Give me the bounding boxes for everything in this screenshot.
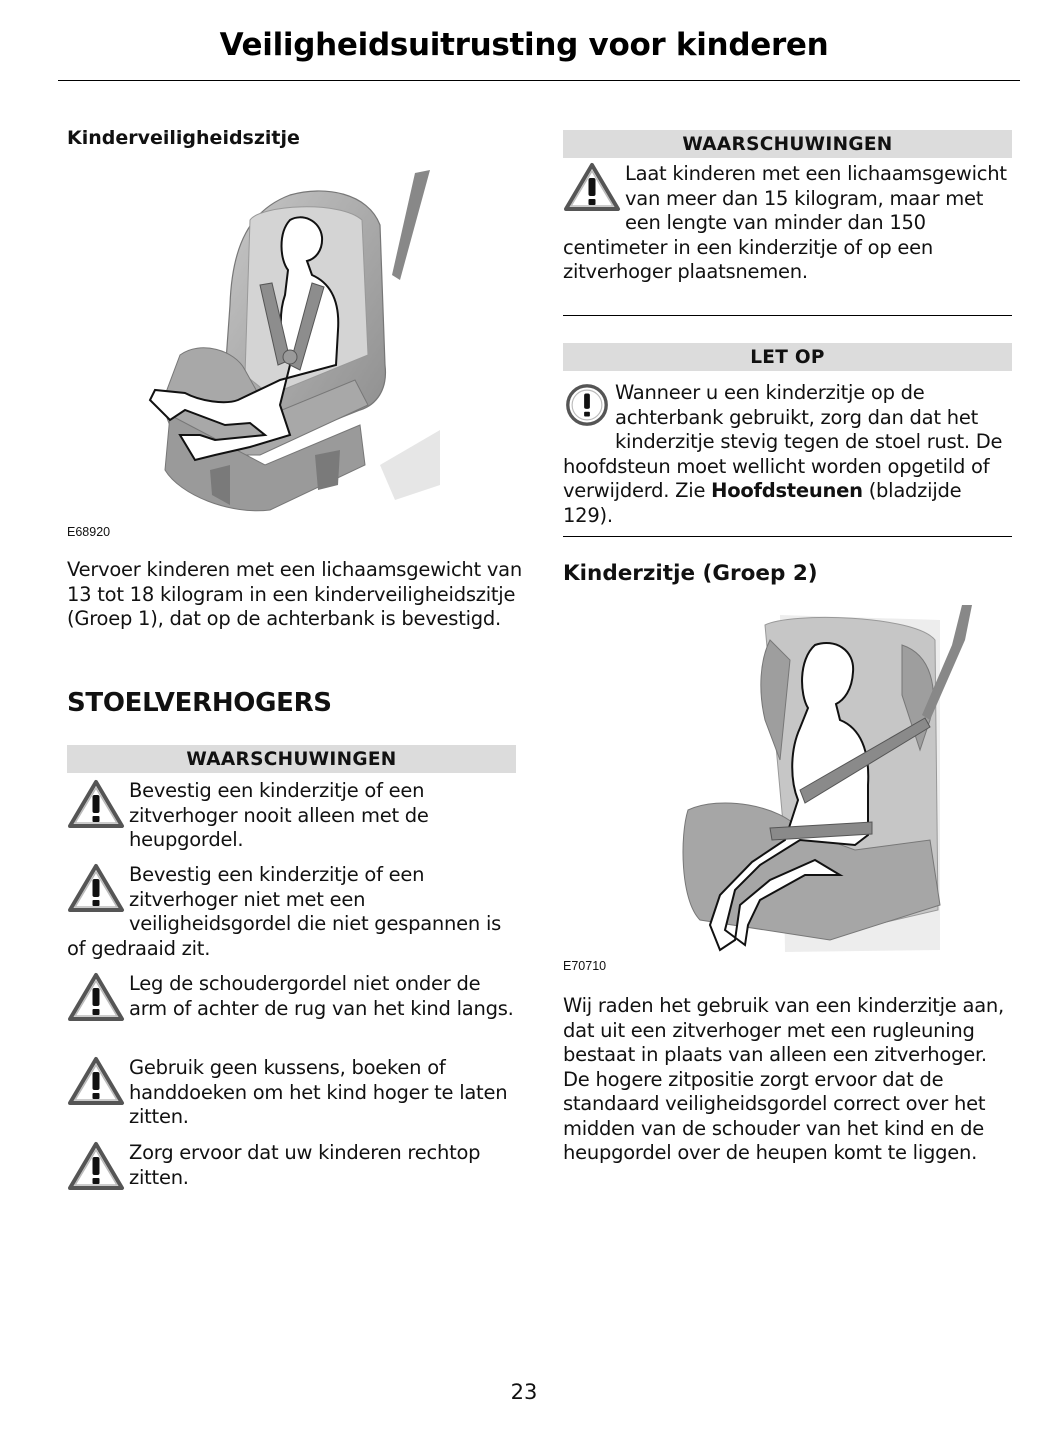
section-title-kinderveiligheidszitje: Kinderveiligheidszitje [67,127,300,149]
caution-text: Wanneer u een kinderzitje op de achterbank gebruikt, zorg dan dat het kinderzitje stevig tegen de stoel rust. De hoofdsteun moet wellicht worden opgetild of verwijderd. Zie [563,381,1003,502]
warning-text: Bevestig een kinderzitje of een zitverhoger niet met een veiligheidsgordel die niet gespannen is of gedraaid zit. [67,863,502,960]
warning-triangle-icon [67,1141,125,1191]
paragraph-group2: Wij raden het gebruik van een kinderzitje aan, dat uit een zitverhoger met een rugleuning bestaat in plaats van alleen een zitverhoger. De hogere zitpositie zorgt ervoor dat de standaard veiligheidsgordel correct over het midden van de schouder van het kind en de heupgordel over de heupen komt te liggen. [563,994,1004,1164]
warning-item-5 [67,1141,519,1191]
warnings-header-right: WAARSCHUWINGEN [563,130,1012,158]
warning-triangle-icon [563,162,621,212]
warning-triangle-icon [67,779,125,829]
warning-item-3 [67,972,519,1022]
warning-item-child-size [563,162,1013,285]
warning-triangle-icon [67,1056,125,1106]
warning-triangle-icon [67,972,125,1022]
warning-text: Bevestig een kinderzitje of een zitverhoger nooit alleen met de heupgordel. [129,779,429,851]
heading-kinderzitje-groep2: Kinderzitje (Groep 2) [563,561,818,586]
caution-page-ref: (bladzijde 129). [563,479,962,527]
figure-code-e68920: E68920 [67,525,111,539]
heading-stoelverhogers: STOELVERHOGERS [67,688,332,718]
link-hoofdsteunen[interactable]: Hoofdsteunen [711,479,863,502]
paragraph-group1: Vervoer kinderen met een lichaamsgewicht van 13 tot 18 kilogram in een kinderveiligheidszitje (Groep 1), dat op de achterbank is bevestigd. [67,558,522,630]
warning-triangle-icon [67,863,125,913]
caution-item [563,381,1015,528]
warning-text: Leg de schoudergordel niet onder de arm of achter de rug van het kind langs. [129,972,514,1020]
warning-end-divider [563,315,1012,316]
warning-text: Zorg ervoor dat uw kinderen rechtop zitten. [129,1141,481,1189]
page-number: 23 [510,1380,538,1404]
title-divider [58,80,1020,81]
warning-item-4 [67,1056,519,1130]
figure-code-e70710: E70710 [563,959,607,973]
caution-circle-icon [563,381,611,431]
warning-item-1 [67,779,519,853]
page-title: Veiligheidsuitrusting voor kinderen [219,27,829,63]
caution-end-divider [563,536,1012,537]
warning-text: Laat kinderen met een lichaamsgewicht van meer dan 15 kilogram, maar met een lengte van minder dan 150 centimeter in een kinderzitje of op een zitverhoger plaatsnemen. [563,162,1007,283]
warnings-header-left: WAARSCHUWINGEN [67,745,516,773]
child-seat-group2-illustration [640,600,980,960]
child-seat-group1-illustration [140,165,440,530]
caution-header: LET OP [563,343,1012,371]
warning-item-2 [67,863,519,961]
warning-text: Gebruik geen kussens, boeken of handdoeken om het kind hoger te laten zitten. [129,1056,508,1128]
